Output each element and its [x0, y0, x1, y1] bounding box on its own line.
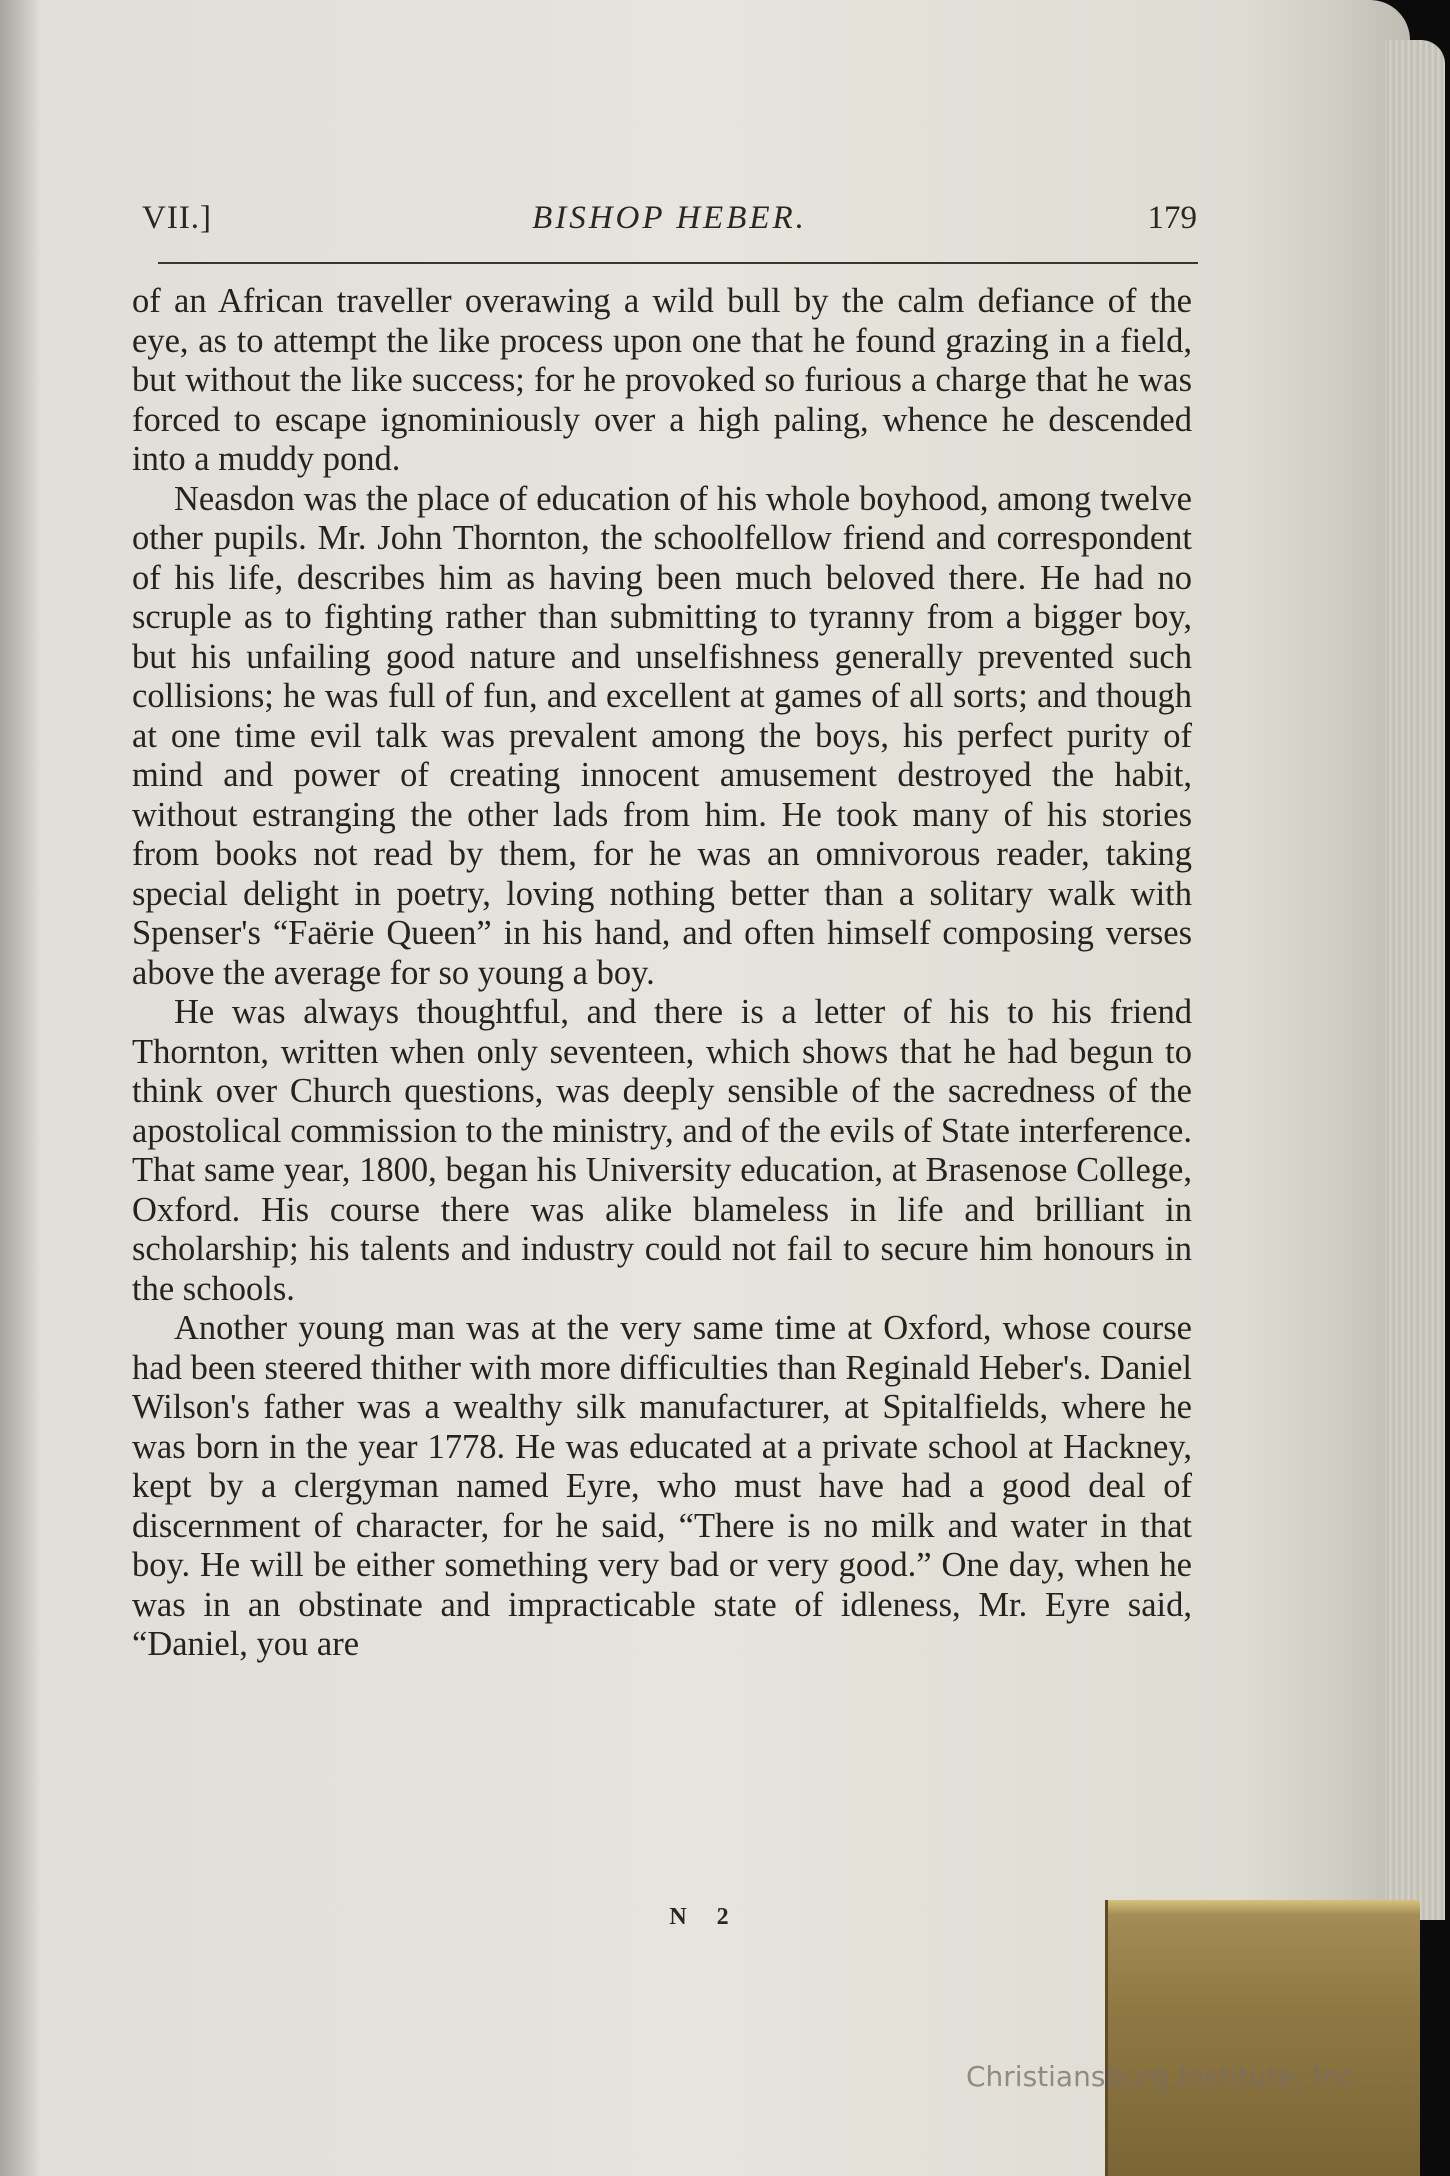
page-number: 179 [1147, 200, 1197, 236]
spine-shadow [0, 0, 40, 2176]
paragraph: Neasdon was the place of education of his whole boyhood, among twelve other pupils. Mr. John Thornton, the schoolfellow friend and correspondent of his life, describes him as having been much beloved there. He had no scruple as to fighting rather than submitting to tyranny from a bigger boy, but his unfailing good nature and unselfishness generally prevented such collisions; he was full of fun, and excellent at games of all sorts; and though at one time evil talk was prevalent among the boys, his perfect purity of mind and power of creating innocent amusement destroyed the habit, without estranging the other lads from him. He took many of his stories from books not read by them, for he was an omnivorous reader, taking special delight in poetry, loving nothing better than a solitary walk with Spenser's “Faërie Queen” in his hand, and often himself composing verses above the average for so young a boy. [132, 479, 1192, 992]
body-text [132, 282, 1192, 1665]
page-edges [1385, 40, 1445, 1920]
paragraph: Another young man was at the very same time at Oxford, whose course had been steered thither with more difficulties than Reginald Heber's. Daniel Wilson's father was a wealthy silk manufacturer, at Spitalfields, where he was born in the year 1778. He was educated at a private school at Hackney, kept by a clergyman named Eyre, who must have had a good deal of discernment of character, for he said, “There is no milk and water in that boy. He will be either something very bad or very good.” One day, when he was in an obstinate and impracticable state of idleness, Mr. Eyre said, “Daniel, you are [132, 1309, 1192, 1663]
chapter-number: VII.] [142, 200, 213, 236]
running-title: BISHOP HEBER. [532, 200, 807, 236]
bookmark-ribbon [1105, 1900, 1420, 2176]
watermark: Christiansburg Institute, Inc [966, 2060, 1355, 2093]
header-rule [158, 262, 1198, 264]
paragraph: of an African traveller overawing a wild bull by the calm defiance of the eye, as to attempt the like process upon one that he found grazing in a field, but without the like success; for he provoked so furious a charge that he was forced to escape ignominiously over a high paling, whence he descended into a muddy pond. [132, 282, 1192, 478]
paragraph: He was always thoughtful, and there is a letter of his to his friend Thornton, written when only seventeen, which shows that he had begun to think over Church questions, was deeply sensible of the sacredness of the apostolical commission to the ministry, and of the evils of State interference. That same year, 1800, began his University education, at Brasenose College, Oxford. His course there was alike blameless in life and brilliant in scholarship; his talents and industry could not fail to secure him honours in the schools. [132, 993, 1192, 1308]
running-header [142, 200, 1197, 250]
signature-mark: N 2 [669, 1904, 741, 1930]
